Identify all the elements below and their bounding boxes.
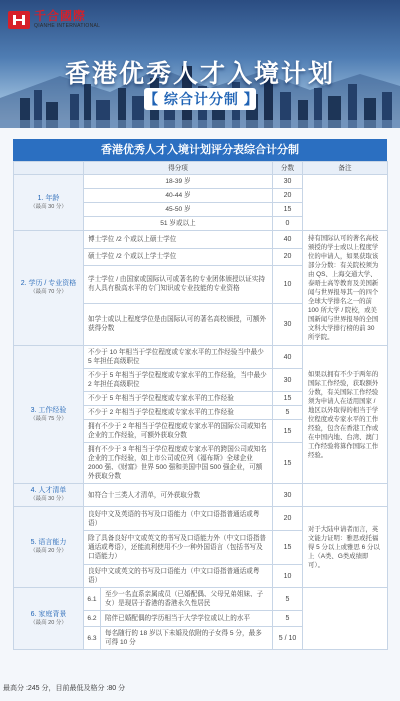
banner-title: 香港优秀人才入境计划 [64,60,335,88]
section-title: 香港优秀人才入境计划评分表综合计分制 [13,139,387,161]
brand-mark-icon [8,11,30,29]
table-row: 拥有不少于 3 年相当于学位程度或专家水平的跨国公司或知名企业的工作经验，如上市公司或位列《福布斯》全球企业 2000 强、《财富》世界 500 强和美国中国 500 强企业，可额外获取分数 15 [14,443,388,484]
category-language: 5. 语言能力 （最高 20 分） [14,507,84,588]
brand-name: 千合國際 [34,9,87,23]
header-note: 备注 [303,162,388,175]
category-family: 6. 家庭背景 （最高 20 分） [14,588,84,650]
table-row: 51 岁或以上 0 [14,217,388,231]
category-talent-list: 4. 人才清单 （最高 30 分） [14,484,84,507]
table-row: 40-44 岁 20 [14,189,388,203]
table-row: 4. 人才清单 （最高 30 分） 如符合十三类人才清单，可外获取分数 30 [14,484,388,507]
header-score: 分数 [273,162,303,175]
table-row: 6.3 每名随行的 18 岁以下未婚及依附的子女得 5 分，最多可得 10 分 5 / 10 [14,627,388,650]
table-header-row [14,162,388,175]
table-row: 除了具备良好中文或英文的书写及口语能力外（中文口语指普通话或粤语），还能流利使用不少一种外国语言（包括书写及口语能力） 15 [14,531,388,565]
hero-banner [0,0,400,128]
table-row: 不少于 5 年相当于学位程度或专家水平的工作经验，当中最少 2 年担任高级职位 30 [14,369,388,392]
note-education: 持有国际认可的著名高校颁授的学士或以上程度学位的申请人，如果获取该部分分数：有关院校须为由 QS、上海交通大学、泰晤士高等教育及美国新闻与世界报导其一的四个全球大学排名之一的前 100 所大学 / 院校，或美国新闻与世界报导的全国文科大学排行榜的前 30 所学院。 [303,231,388,346]
category-work-experience: 3. 工作经验 （最高 75 分） [14,346,84,484]
header-item: 得分项 [84,162,273,175]
category-age: 1. 年龄 （最高 30 分） [14,175,84,231]
table-row: 不少于 5 年相当于学位程度或专家水平的工作经验 15 [14,392,388,406]
table-row: 6. 家庭背景 （最高 20 分） 6.1 至少一名直系亲属成员（已婚配偶、父母兄弟姐妹、子女）是现居于香港的香港永久性居民 5 [14,588,388,611]
note-language: 对于大陆申请者而言，英文能力证明：雅思或托福得 5 分以上或雅思 6 分以上（A类、G类成绩即可）。 [303,507,388,588]
table-row: 3. 工作经验 （最高 75 分） 不少于 10 年相当于学位程度或专家水平的工作经验当中最少 5 年担任高级职位 40 如果以拥有不少于两年的国际工作经验，获取额外分数，有关国际工作经验须为申请人在适用国家 / 地区以外取得的相当于学位程度或专家水平的工作经验，包含在香港工作或在中国内地、台湾、澳门工作经验将算作国际工作经验。 [14,346,388,369]
banner-subtitle: 【 综合计分制 】 [144,88,256,110]
brand-name-en: QIANHE INTERNATIONAL [34,23,101,29]
table-row: 硕士学位 /2 个或以上学士学位 20 [14,248,388,266]
table-row: 如学士或以上程度学位是由国际认可的著名高校颁授，可额外获得分数 30 [14,303,388,346]
score-table [13,161,387,650]
brand-logo [8,10,100,29]
table-row: 5. 语言能力 （最高 20 分） 良好中文及英语的书写及口语能力（中文口语指普通话或粤语） 20 对于大陆申请者而言，英文能力证明：雅思或托福得 5 分以上或雅思 6 分以上（A类、G类成绩即可）。 [14,507,388,531]
category-education: 2. 学历 / 专业资格 （最高 70 分） [14,231,84,346]
table-row: 学士学位 / 由国家或国际认可或著名的专业团体颁授以证实持有人具有极高水平的专门知识或专业技能的专业资格 10 [14,266,388,304]
table-row: 良好中文或英文的书写及口语能力（中文口语指普通话或粤语） 10 [14,565,388,588]
table-row: 1. 年龄 （最高 30 分） 18-39 岁 30 [14,175,388,189]
table-row: 拥有不少于 2 年相当于学位程度或专家水平的国际公司或知名企业的工作经验，可额外获取分数 15 [14,420,388,443]
table-row: 不少于 2 年相当于学位程度或专家水平的工作经验 5 [14,406,388,420]
table-row: 6.2 陪伴已婚配偶的学历相当于大学学位或以上的水平 5 [14,611,388,627]
note-work-experience: 如果以拥有不少于两年的国际工作经验，获取额外分数，有关国际工作经验须为申请人在适用国家 / 地区以外取得的相当于学位程度或专家水平的工作经验，包含在香港工作或在中国内地、台湾、澳门工作经验将算作国际工作经验。 [303,346,388,484]
table-row: 45-50 岁 15 [14,203,388,217]
table-row: 2. 学历 / 专业资格 （最高 70 分） 博士学位 /2 个或以上硕士学位 40 持有国际认可的著名高校颁授的学士或以上程度学位的申请人，如果获取该部分分数：有关院校须为由 QS、上海交通大学、泰晤士高等教育及美国新闻与世界报导其一的四个全球大学排名之一的前 100 所大学 / 院校，或美国新闻与世界报导的全国文科大学排行榜的前 30 所学院。 [14,231,388,249]
footer-summary: 最高分 :245 分，目前最低及格分 :80 分 [3,685,126,692]
